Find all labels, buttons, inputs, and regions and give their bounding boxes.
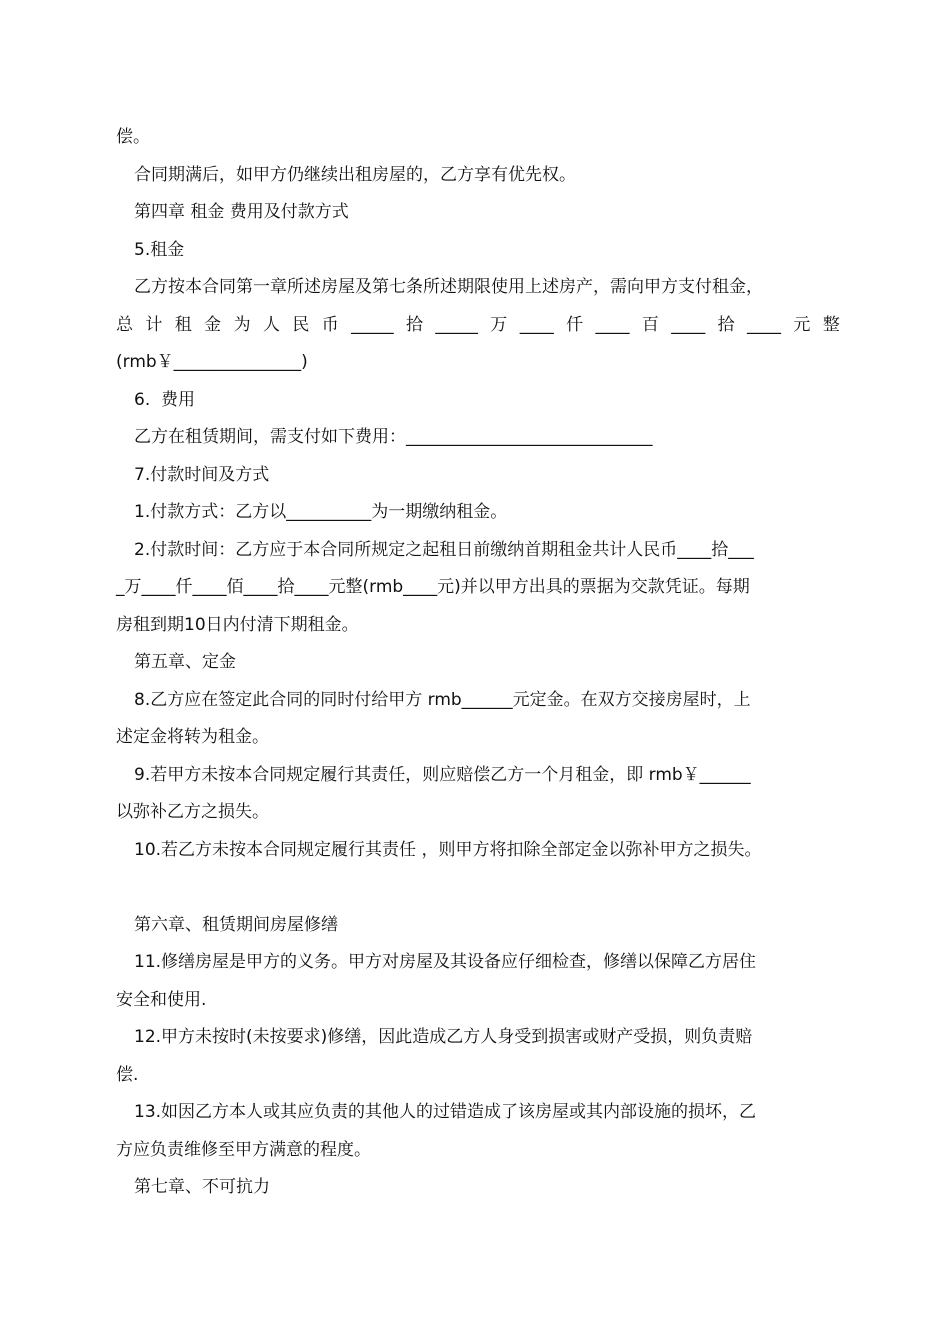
- blank-field: ____: [519, 314, 554, 335]
- blank-field: ____: [747, 314, 782, 335]
- text-line: 偿.: [116, 1064, 139, 1085]
- text-line: 1.付款方式：乙方以__________为一期缴纳租金。: [134, 502, 508, 522]
- text-line: 8.乙方应在签定此合同的同时付给甲方 rmb______元定金。在双方交接房屋时，上: [134, 689, 751, 710]
- text-line: 合同期满后，如甲方仍继续出租房屋的，乙方享有优先权。: [134, 164, 576, 185]
- text-line: 乙方在租赁期间，需支付如下费用：_____________________________: [134, 427, 653, 447]
- blank-field: _____: [351, 314, 394, 335]
- text-line-rent-amount: [116, 307, 840, 345]
- chapter-heading: 第五章、定金: [134, 652, 236, 672]
- text-fragment: 金: [204, 314, 222, 335]
- text-line: 方应负责维修至甲方满意的程度。: [116, 1139, 371, 1160]
- chapter-heading: 第四章 租金 费用及付款方式: [134, 202, 349, 222]
- text-fragment: 百: [641, 314, 659, 335]
- text-line: 10.若乙方未按本合同规定履行其责任 ，则甲方将扣除全部定金以弥补甲方之损失。: [134, 839, 762, 860]
- paragraph-spacer: [116, 869, 840, 907]
- chapter-heading: 第七章、不可抗力: [134, 1177, 270, 1197]
- text-fragment: 人: [262, 314, 280, 335]
- text-line: 述定金将转为租金。: [116, 727, 269, 747]
- text-line: 13.如因乙方本人或其应负责的其他人的过错造成了该房屋或其内部设施的损坏，乙: [134, 1102, 757, 1122]
- text-line: 9.若甲方未按本合同规定履行其责任，则应赔偿乙方一个月租金，即 rmb￥______: [134, 764, 751, 785]
- section-heading: 5.租金: [134, 239, 185, 260]
- text-fragment: 拾: [717, 314, 735, 335]
- text-fragment: 总: [116, 314, 133, 335]
- text-fragment: 仟: [566, 314, 584, 335]
- text-fragment: 计: [145, 314, 163, 335]
- text-line: 乙方按本合同第一章所述房屋及第七条所述期限使用上述房产，需向甲方支付租金，: [134, 277, 763, 297]
- chapter-heading: 第六章、租赁期间房屋修缮: [134, 914, 338, 935]
- text-line: 11.修缮房屋是甲方的义务。甲方对房屋及其设备应仔细检查，修缮以保障乙方居住: [134, 952, 757, 972]
- text-fragment: 民: [292, 314, 310, 335]
- text-fragment: 万: [490, 314, 508, 335]
- text-line: 安全和使用.: [116, 989, 207, 1010]
- text-line: _万____仟____佰____拾____元整(rmb____元)并以甲方出具的票据为交款凭证。每期: [116, 577, 750, 597]
- blank-field: _____: [435, 314, 478, 335]
- text-fragment: 整: [822, 314, 840, 335]
- text-fragment: 租: [174, 314, 192, 335]
- text-line: 偿。: [116, 127, 150, 147]
- text-line: (rmb￥_______________): [116, 352, 308, 372]
- section-heading: 7.付款时间及方式: [134, 464, 270, 485]
- text-fragment: 为: [233, 314, 251, 335]
- text-line: 12.甲方未按时(未按要求)修缮，因此造成乙方人身受到损害或财产受损，则负责赔: [134, 1027, 753, 1047]
- blank-field: ____: [595, 314, 630, 335]
- text-fragment: 拾: [406, 314, 424, 335]
- text-line: 2.付款时间：乙方应于本合同所规定之起租日前缴纳首期租金共计人民币____拾___: [134, 539, 754, 560]
- text-line: 以弥补乙方之损失。: [116, 802, 269, 822]
- text-line: 房租到期10日内付清下期租金。: [116, 614, 359, 635]
- text-fragment: 币: [321, 314, 339, 335]
- section-heading: 6. 费用: [134, 389, 196, 410]
- text-fragment: 元: [793, 314, 811, 335]
- blank-field: ____: [671, 314, 706, 335]
- document-body: [116, 119, 840, 1207]
